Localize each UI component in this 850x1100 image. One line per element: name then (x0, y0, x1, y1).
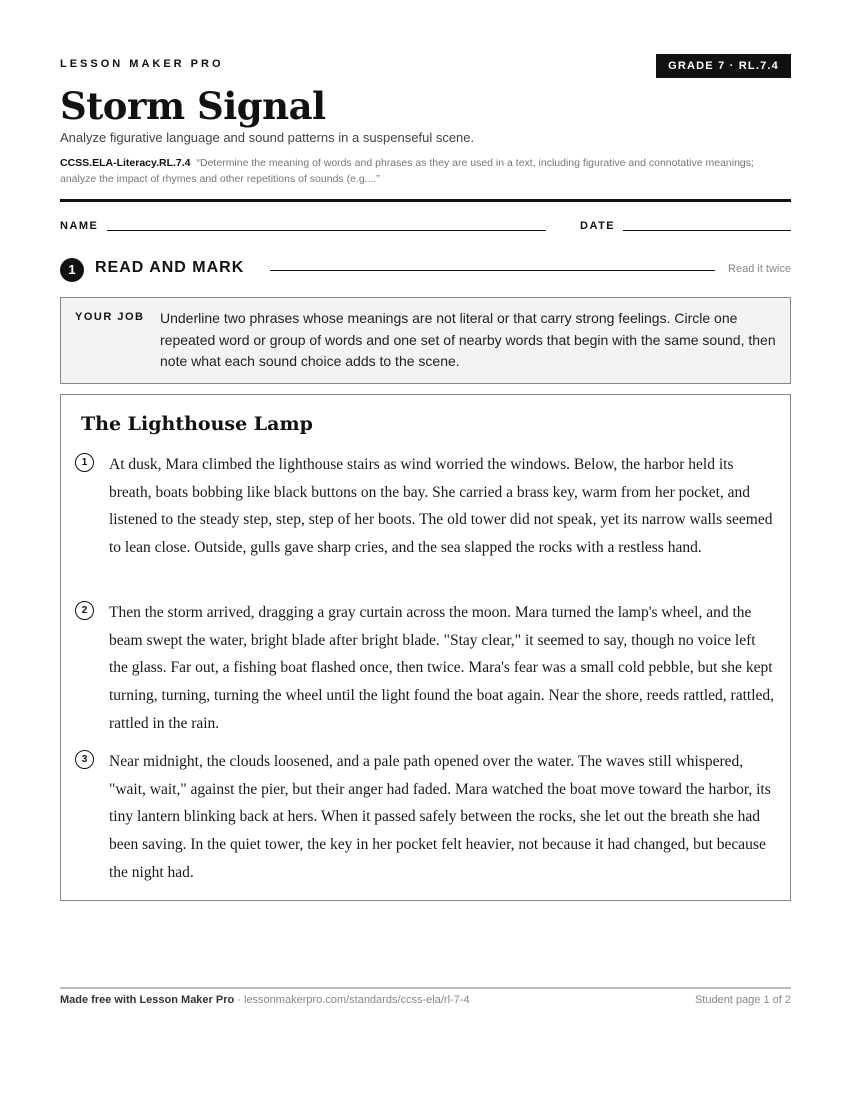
date-field[interactable] (623, 230, 791, 231)
footer-url: · lessonmakerpro.com/standards/ccss-ela/rl-7-4 (234, 994, 470, 1006)
standard-description (60, 155, 791, 187)
passage-box (60, 394, 791, 901)
paragraph-number: 1 (75, 453, 94, 472)
worksheet-page (60, 0, 791, 1100)
name-field[interactable] (107, 230, 546, 231)
name-label: NAME (60, 220, 99, 232)
paragraph-text: Near midnight, the clouds loosened, and a pale path opened over the water. The waves still whispered, "wait, wait," against the pier, but their anger had faded. Mara watched the boat move toward the harbor, its tiny lantern blinking back at hers. When it passed safely between the rocks, she let out the breath she had been saving. In the quiet tower, the key in her pocket felt heavier, not because it had changed, but because the night had. (109, 753, 771, 881)
header-divider (60, 199, 791, 202)
standard-code: CCSS.ELA-Literacy.RL.7.4 (60, 157, 191, 169)
passage-title: The Lighthouse Lamp (81, 413, 313, 435)
page-title: Storm Signal (60, 84, 326, 128)
brand-name: LESSON MAKER PRO (60, 58, 224, 70)
footer-credit (60, 994, 470, 1006)
task-label: YOUR JOB (75, 311, 145, 323)
footer-brand: Made free with Lesson Maker Pro (60, 994, 235, 1006)
task-instructions: Underline two phrases whose meanings are not literal or that carry strong feelings. Circle one repeated word or group of words and one set of nearby words that begin with the same sound, then note what each sound choice adds to the scene. (160, 310, 776, 369)
page-indicator: Student page 1 of 2 (694, 994, 791, 1006)
passage-paragraph (75, 451, 775, 591)
paragraph-number: 2 (75, 601, 94, 620)
section-hint: Read it twice (728, 263, 791, 275)
footer-divider (60, 987, 791, 989)
passage-paragraph (75, 599, 775, 739)
standard-text: “Determine the meaning of words and phrases as they are used in a text, including figurative and connotative meanings; analyze the impact of rhymes and other repetitions of sounds (e.g....” (60, 157, 754, 185)
paragraph-number: 3 (75, 750, 94, 769)
grade-badge: GRADE 7 · RL.7.4 (656, 54, 791, 78)
section-number-badge: 1 (60, 258, 84, 282)
page-subtitle: Analyze figurative language and sound patterns in a suspenseful scene. (60, 130, 475, 145)
task-box (60, 297, 791, 384)
paragraph-text: Then the storm arrived, dragging a gray curtain across the moon. Mara turned the lamp's wheel, and the beam swept the water, bright blade after bright blade. "Stay clear," it seemed to say, though no voice left the glass. Far out, a fishing boat flashed once, then twice. Mara's fear was a small cold pebble, but she kept turning, turning, turning the wheel until the light found the boat again. Near the shore, reeds rattled, rattled, rattled in the rain. (109, 604, 775, 732)
date-label: DATE (580, 220, 616, 232)
passage-paragraph (75, 748, 775, 888)
paragraph-text: At dusk, Mara climbed the lighthouse stairs as wind worried the windows. Below, the harbor held its breath, boats bobbing like black buttons on the bay. She carried a brass key, warm from her pocket, and listened to the steady step, step, step of her boots. The old tower did not speak, yet its narrow walls seemed to lean close. Outside, gulls gave sharp cries, and the sea slapped the rocks with a restless hand. (109, 456, 773, 557)
section-divider (270, 270, 715, 271)
section-title: READ AND MARK (95, 259, 245, 276)
